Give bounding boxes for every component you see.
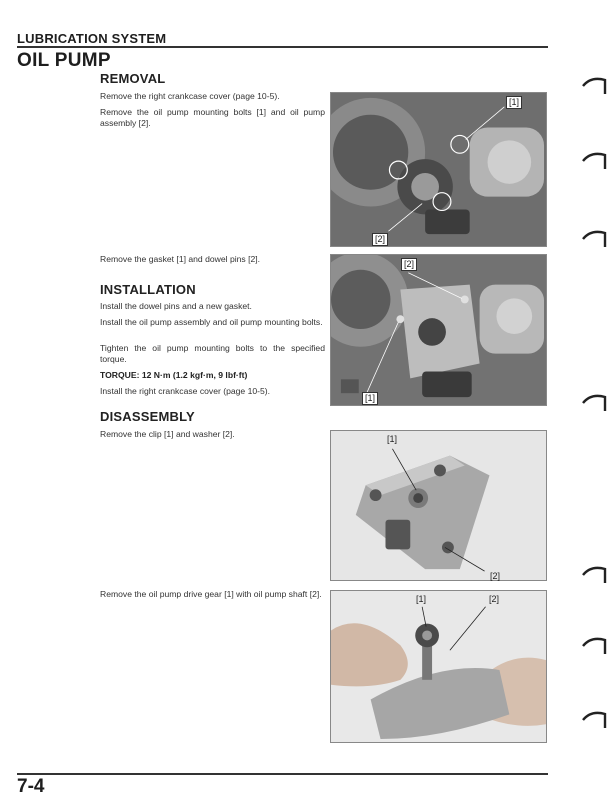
disassembly-step-1: Remove the clip [1] and washer [2].: [100, 429, 235, 439]
figure-3-callout-2: [2]: [490, 571, 501, 581]
figure-2-callout-1: [2]: [401, 258, 417, 271]
installation-step-4: Install the right crankcase cover (page 10-5).: [100, 386, 271, 396]
installation-heading: INSTALLATION: [100, 282, 196, 297]
binding-tab-mark: [581, 76, 607, 96]
disassembly-step-2: Remove the oil pump drive gear [1] with oil pump shaft [2].: [100, 589, 322, 599]
installation-step-3: Tighten the oil pump mounting bolts to the specified torque.: [100, 343, 325, 364]
figure-gasket-photo: [330, 254, 547, 406]
figure-clip-washer-photo: [330, 430, 547, 581]
binding-tab-mark: [581, 710, 607, 730]
removal-step-3: Remove the gasket [1] and dowel pins [2].: [100, 254, 261, 264]
binding-tab-mark: [581, 565, 607, 585]
binding-tab-mark: [581, 229, 607, 249]
header-rule: [17, 46, 548, 48]
installation-step-2: Install the oil pump assembly and oil pump mounting bolts.: [100, 317, 323, 327]
figure-4-callout-1: [1]: [416, 594, 427, 604]
binding-tab-mark: [581, 636, 607, 656]
installation-step-1: Install the dowel pins and a new gasket.: [100, 301, 252, 311]
figure-3-callout-1: [1]: [387, 434, 398, 444]
removal-step-2: Remove the oil pump mounting bolts [1] and oil pump assembly [2].: [100, 107, 325, 128]
figure-2-callout-2: [1]: [362, 392, 378, 405]
torque-spec: TORQUE: 12 N·m (1.2 kgf·m, 9 lbf·ft): [100, 370, 248, 380]
disassembly-heading: DISASSEMBLY: [100, 409, 195, 424]
page-number: 7-4: [17, 776, 45, 797]
section-label: LUBRICATION SYSTEM: [17, 31, 167, 46]
figure-4-callout-2: [2]: [489, 594, 500, 604]
figure-drive-gear-photo: [330, 590, 547, 743]
figure-1-callout-1: [1]: [506, 96, 522, 109]
page-title: OIL PUMP: [17, 50, 111, 71]
removal-heading: REMOVAL: [100, 71, 166, 86]
figure-1-callout-2: [2]: [372, 233, 388, 246]
binding-tab-mark: [581, 151, 607, 171]
removal-step-1: Remove the right crankcase cover (page 10-5).: [100, 91, 280, 101]
figure-pump-removal-photo: [330, 92, 547, 247]
binding-tab-mark: [581, 393, 607, 413]
footer-rule: [17, 773, 548, 775]
